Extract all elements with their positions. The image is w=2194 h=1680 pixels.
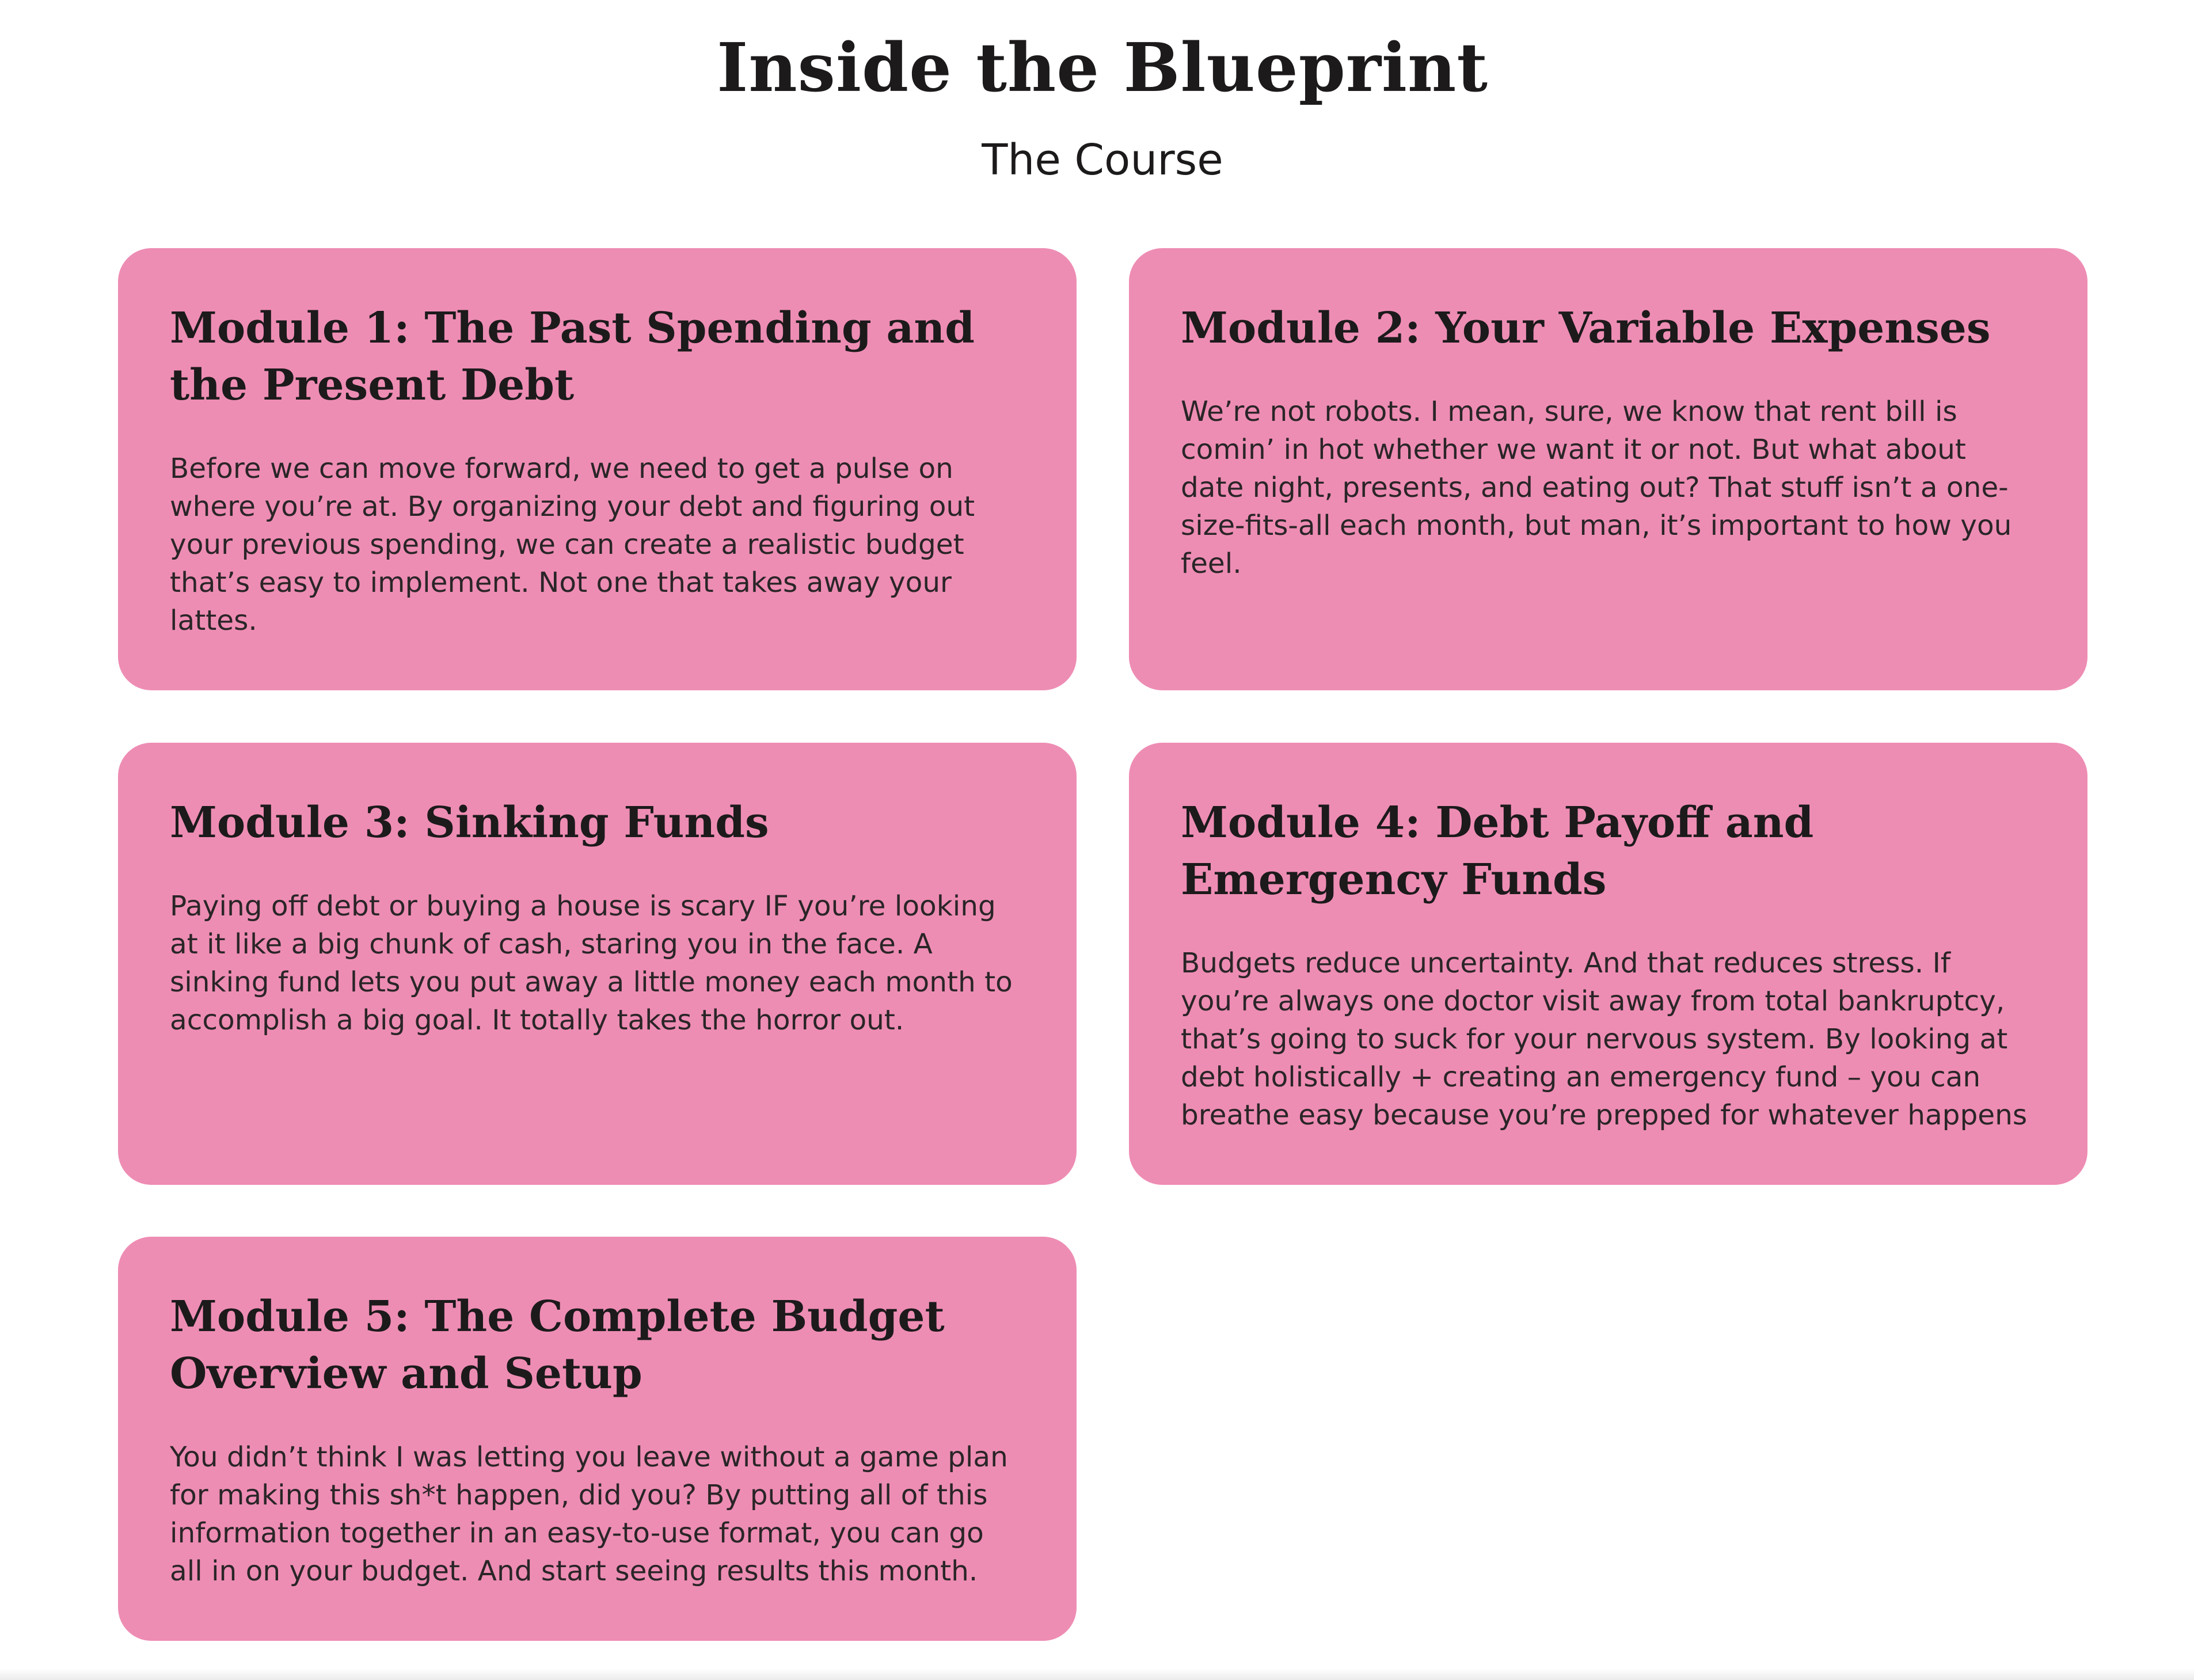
module-card-4 <box>1129 743 2087 1185</box>
module-title: Module 3: Sinking Funds <box>170 798 769 847</box>
module-card-2 <box>1129 248 2087 690</box>
module-description: Budgets reduce uncertainty. And that reduces stress. If you’re always one doctor visit away from total bankruptcy, that’s going to suck for your nervous system. By looking at debt holistically + creating an emergency fund – you can breathe easy because you’re prepped for whatever happens <box>1181 947 2028 1131</box>
module-description: We’re not robots. I mean, sure, we know that rent bill is comin’ in hot whether we want it or not. But what about date night, presents, and eating out? That stuff isn’t a one-size-fits-all each month, but man, it’s important to how you feel. <box>1181 396 2012 580</box>
bottom-edge-shade <box>0 1668 2194 1680</box>
page-title: Inside the Blueprint <box>717 29 1488 107</box>
module-title: Module 5: The Complete Budget Overview and Setup <box>170 1292 945 1398</box>
module-card-3 <box>118 743 1077 1185</box>
module-title: Module 1: The Past Spending and the Present Debt <box>170 303 975 410</box>
module-description: Paying off debt or buying a house is scary IF you’re looking at it like a big chunk of cash, staring you in the face. A sinking fund lets you put away a little money each month to accomplish a big goal. It totally takes the horror out. <box>170 890 1013 1036</box>
page-subtitle: The Course <box>982 135 1223 185</box>
module-description: You didn’t think I was letting you leave without a game plan for making this sh*t happen, did you? By putting all of this information together in an easy-to-use format, you can go all in on your budget. And start seeing results this month. <box>170 1441 1008 1587</box>
module-description: Before we can move forward, we need to get a pulse on where you’re at. By organizing your debt and figuring out your previous spending, we can create a realistic budget that’s easy to implement. Not one that takes away your lattes. <box>170 453 975 637</box>
module-card-1 <box>118 248 1077 690</box>
module-title: Module 4: Debt Payoff and Emergency Funds <box>1181 798 1814 904</box>
module-card-5 <box>118 1237 1077 1641</box>
module-title: Module 2: Your Variable Expenses <box>1181 303 1991 353</box>
